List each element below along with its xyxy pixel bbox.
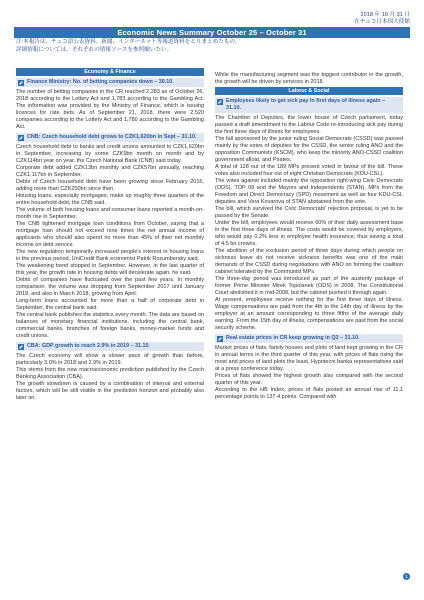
article-paragraph: The three-day period was introduced as part of the austerity package of former Prime Minister Mirek Topolanek (ODS) in 2008. The Constitutional Court abolished it in mid-2008, but the cabinet pushed it through again. [215, 276, 403, 296]
article-heading [16, 133, 204, 142]
note-line-2: 詳細情報については、それぞれの情報ソースを参照願いたい。 [16, 46, 173, 53]
pencil-icon [217, 99, 224, 105]
article-body [16, 89, 204, 131]
article-paragraph: Market prices of flats, family houses and plots of land kept growing in the CR in annual terms in the third quarter of this year, with prices of flats rising the most and prices of land plots the least, Hypotecni banka representatives said at a press conference today. [215, 345, 403, 372]
article-paragraph: The fall sponsored by the junior ruling Social Democrats (CSSD) was passed mainly by the votes of deputies for the CSSD, the senior ruling ANO and the opposition Communists (KSCM), who keep the minority ANO-CSSD coalition government afloat, and Pirates. [215, 136, 403, 163]
article-body [16, 353, 204, 402]
pencil-icon [18, 344, 25, 350]
page-title: Economic News Summary October 25 – October 31 [14, 27, 410, 38]
pencil-icon [18, 135, 25, 141]
article-heading-text: Employees likely to get sick pay in first days of illness again – 31.10. [226, 98, 386, 111]
publisher: 在チェコ日本国大使館 [354, 19, 410, 25]
article-body [215, 115, 403, 332]
article-paragraph: Debts of companies have fluctuated over the past few years. In monthly comparison, the volume was dropping from September 2017 until January 2018, and also in March 2018, growing from April. [16, 277, 204, 297]
article-heading-text: Real estate prices in CR keep growing in Q3 – 31.10. [226, 335, 360, 341]
article-paragraph: Housing loans, especially mortgages, make up roughly three quarters of the entire household debt, the CNB said. [16, 193, 204, 206]
pencil-icon [18, 80, 25, 86]
page-number: 1 [403, 573, 410, 580]
section-header-economy: Economy & Finance [16, 68, 204, 76]
continued-paragraph: While the manufacturing segment was the biggest contributor in the growth, the growth will be driven by services in 2018. [215, 72, 403, 85]
article-paragraph: The bill, which survived the Civic Democrats' rejection proposal, is yet to be passed by the Senate. [215, 206, 403, 219]
report-date: 2018 年 10 月 31 日 [360, 12, 410, 18]
article-heading [16, 342, 204, 351]
article-body [16, 144, 204, 340]
article-paragraph: The central bank publishes the statistics every month. The data are based on balances of monetary financial institutions, including the central bank, commercial banks, branches of foreign banks, money-market funds and credit unions. [16, 312, 204, 339]
report-date-block [354, 12, 410, 26]
article-paragraph: The CNB tightened mortgage loan conditions from October, saying that a mortgage loan should not exceed nine times the net annual income of applicants who should also spend no more than 45% of their net monthly income on debt service. [16, 221, 204, 248]
article-paragraph: According to the HB Index, prices of flats posted an annual rise of 11.1 percentage points to 137.4 points. Compared with [215, 387, 403, 400]
article-paragraph: The weakening trend stopped in September. However, in the last quarter of this year, the growth rate in housing debts will decelerate again, he said. [16, 263, 204, 276]
left-column [16, 67, 204, 402]
note-line-1: 注:本報告は、チェコ語公表資料、新聞、インターネット等報道資料をとりまとめたもの。 [16, 39, 241, 45]
article-paragraph: The growth slowdown is caused by a combination of internal and external factors, which will be still visible in the prediction horizon and probably also later on. [16, 381, 204, 401]
article-paragraph: A total of 128 out of the 189 MPs present voted in favour of the bill. These votes also included four out of eight Christian Democrats (KDU-CSL). [215, 164, 403, 177]
article-paragraph: The Czech economy will show a slower pace of growth than before, particularly 3.0% in 2018 and 2.9% in 2019. [16, 353, 204, 366]
article-paragraph: At present, employees receive nothing for the first three days of illness. Wage compensations are paid from the 4th to the 14th day of illness by the employer at an amount corresponding to three fifths of the average daily earning. From the 15th day of illness, compensations are paid from the social security scheme. [215, 297, 403, 331]
article-paragraph: The volume of both housing loans and consumer loans reported a month-on-month rise in September. [16, 207, 204, 220]
article-paragraph: Czech household debt to banks and credit unions amounted to CZK1,620bn in September, increasing by some CZK9bn month on month and by CZK114bn year on year, the Czech National Bank (CNB) said today. [16, 144, 204, 164]
article-paragraph: Debts of Czech household debt have been growing since February 2016, adding more than CZK250bn since then. [16, 179, 204, 192]
article-heading [215, 334, 403, 343]
disclaimer-note [16, 39, 240, 54]
article-paragraph: Under the bill, employees would receive 60% of their daily assessment base in the first three days of illness. The costs would be covered by employers, who would pay 0.2% less in employee health insurance, thus saving a total of 4.5 bn crowns. [215, 220, 403, 247]
article-heading-text: Finance Ministry: No. of betting companies down – 30.10. [27, 79, 174, 85]
article-paragraph: The votes against included mainly the opposition right-wing Civic Democrats (ODS), TOP 09 and the Mayors and Independents (STAN). MPs from the Freedom and Direct Democracy (SPD) movement as well as four KDU-CSL deputies and Vera Kovarova of STAN abstained from the vote. [215, 178, 403, 205]
article-heading [215, 97, 403, 113]
article-paragraph: The new regulation temporarily increased people's interest in housing loans in the previous period, UniCredit Bank economist Patrik Rozumbersky said. [16, 249, 204, 262]
article-heading [16, 78, 204, 87]
article-paragraph: The number of betting companies in the CR reached 2,283 as of October 26, 2018 according to the Lottery Act and 1,783 according to the Gambling Act. The information was provided by the Ministry of Finance, which is issuing licences for rate bets. As of September 21, 2018, there were 2,520 companies according to the Lottery Act and 1,780 according to the Gambling Act. [16, 89, 204, 130]
article-paragraph: The Chamber of Deputies, the lower house of Czech parliament, today passed a draft amendment to the Labour Code re-introducing sick pay during the first three days of illness for employees. [215, 115, 403, 135]
right-column [215, 72, 403, 401]
article-paragraph: Long-term loans accounted for more than a half of corporate debt in September, the central bank said. [16, 298, 204, 311]
article-paragraph: Corporate debt added CZK13bn monthly and CZK57bn annually, reaching CZK1,117bn in September. [16, 165, 204, 178]
article-paragraph: The abolition of the exclusion period of three days during which people on sickness leave do not receive sickness benefits was one of the main demands of the CSSD during negotiations with ANO on forming the coalition cabinet tolerated by the Communist MPs. [215, 248, 403, 275]
pencil-icon [217, 336, 224, 342]
article-heading-text: CNB: Czech household debt grows to CZK1,620bn in Sept – 31.10. [27, 134, 197, 140]
article-paragraph: Prices of flats showed the highest growth also compared with the second quarter of this year. [215, 373, 403, 386]
article-heading-text: CBA: GDP growth to reach 2.9% in 2019 – 31.10. [27, 343, 151, 349]
section-header-labour: Labour & Social [215, 87, 403, 95]
article-paragraph: This stems from the new macroeconomic prediction published by the Czech Banking Association (CBA). [16, 367, 204, 380]
article-body [215, 345, 403, 401]
